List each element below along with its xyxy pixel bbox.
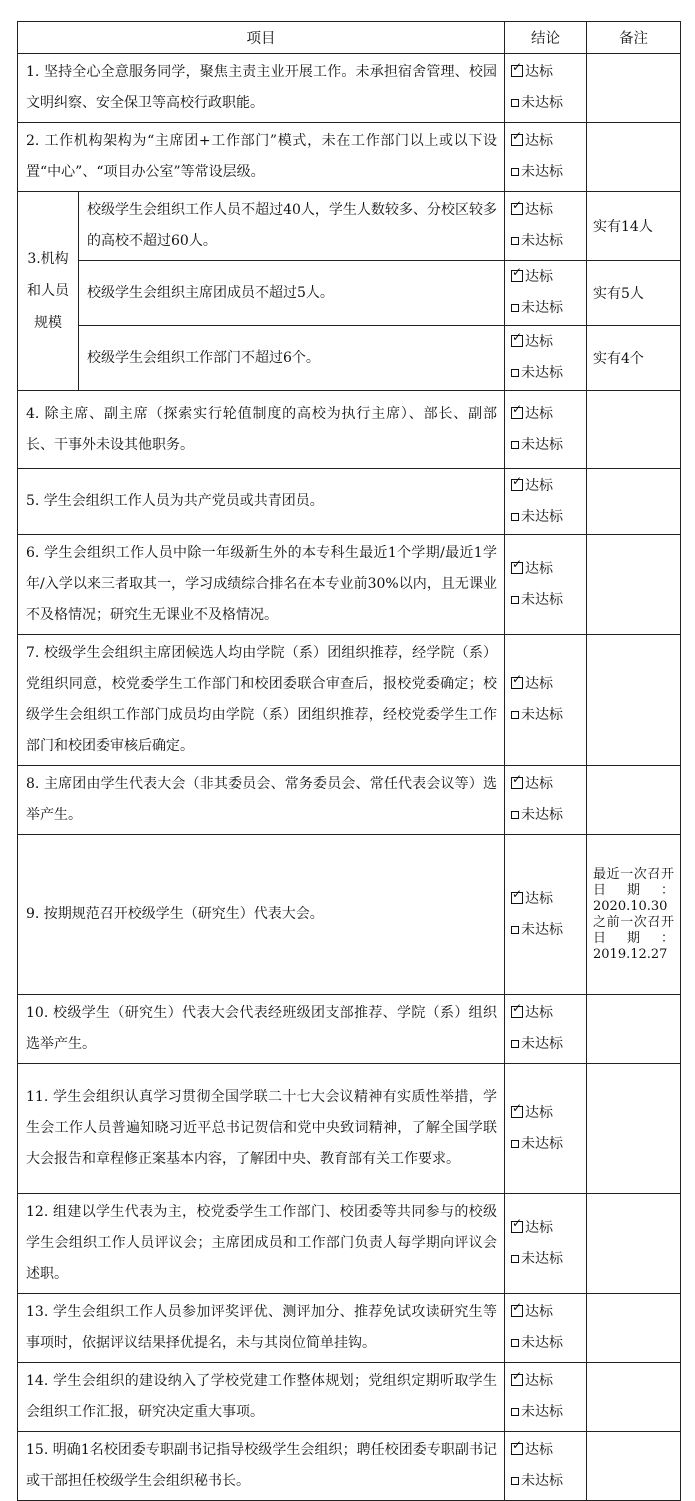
remark-cell: 实有4个 <box>587 326 681 391</box>
pass-option[interactable]: ✓ 达标 <box>512 1215 553 1236</box>
checkbox-icon[interactable] <box>511 596 519 604</box>
checked-box-icon[interactable]: ✓ <box>511 1006 523 1018</box>
item-text: 7. 校级学生会组织主席团候选人均由学院（系）团组织推荐，经学院（系）党组织同意，校党委学生工作部门和校团委联合审查后，报校党委确定；校级学生会组织工作部门成员均由学院（系）团组织推荐，经校党委学生工作部门和校团委审核后确定。 <box>18 635 505 766</box>
remark-cell <box>587 391 681 469</box>
conclusion-cell <box>505 1363 587 1432</box>
conclusion-cell <box>505 469 587 535</box>
remark-cell <box>587 123 681 192</box>
remark-cell <box>587 535 681 635</box>
conclusion-cell <box>505 535 587 635</box>
conclusion-cell <box>505 1064 587 1194</box>
category-cell: 3.机构和人员规模 <box>18 192 79 391</box>
item-text: 13. 学生会组织工作人员参加评奖评优、测评加分、推荐免试攻读研究生等事项时，依据评议结果择优提名，未与其岗位简单挂钩。 <box>18 1294 505 1363</box>
checklist-table <box>17 21 681 1501</box>
pass-option[interactable]: ✓ 达标 <box>512 1300 553 1320</box>
fail-option[interactable]: 未达标 <box>511 915 586 946</box>
checkbox-icon[interactable] <box>511 513 519 521</box>
checked-box-icon[interactable]: ✓ <box>511 1443 523 1455</box>
fail-option[interactable]: 未达标 <box>511 585 586 616</box>
fail-option[interactable]: 未达标 <box>511 293 586 324</box>
pass-option[interactable]: ✓ 达标 <box>512 1438 553 1458</box>
table-row <box>18 1432 681 1501</box>
checkbox-icon[interactable] <box>511 304 519 312</box>
table-row <box>18 469 681 535</box>
item-text: 校级学生会组织主席团成员不超过5人。 <box>79 261 505 326</box>
checkbox-icon[interactable] <box>511 1140 519 1148</box>
table-row <box>18 1294 681 1363</box>
fail-option[interactable]: 未达标 <box>511 358 586 389</box>
item-text: 12. 组建以学生代表为主，校党委学生工作部门、校团委等共同参与的校级学生会组织工作人员评议会；主席团成员和工作部门负责人每学期向评议会述职。 <box>18 1194 505 1294</box>
pass-option[interactable]: ✓ 达标 <box>512 556 553 577</box>
item-text: 校级学生会组织工作部门不超过6个。 <box>79 326 505 391</box>
conclusion-cell <box>505 835 587 995</box>
conclusion-cell <box>505 1432 587 1501</box>
remark-cell <box>587 1294 681 1363</box>
item-text: 11. 学生会组织认真学习贯彻全国学联二十七大会议精神有实质性举措，学生会工作人员普遍知晓习近平总书记贺信和党中央致词精神，了解全国学联大会报告和章程修正案基本内容，了解团中央、教育部有关工作要求。 <box>18 1064 505 1194</box>
fail-option[interactable]: 未达标 <box>511 800 586 831</box>
checkbox-icon[interactable] <box>511 1040 519 1048</box>
conclusion-cell <box>505 261 587 326</box>
table-row <box>18 192 681 261</box>
remark-cell: 最近一次召开日期：2020.10.30之前一次召开日期：2019.12.27 <box>587 835 681 995</box>
item-text: 8. 主席团由学生代表大会（非其委员会、常务委员会、常任代表会议等）选举产生。 <box>18 766 505 835</box>
checked-box-icon[interactable]: ✓ <box>511 777 523 789</box>
checkbox-icon[interactable] <box>511 237 519 245</box>
checked-box-icon[interactable]: ✓ <box>511 270 523 282</box>
checked-box-icon[interactable]: ✓ <box>511 407 523 419</box>
table-row <box>18 1064 681 1194</box>
checked-box-icon[interactable]: ✓ <box>511 203 523 215</box>
checked-box-icon[interactable]: ✓ <box>511 1106 523 1118</box>
checked-box-icon[interactable]: ✓ <box>511 562 523 574</box>
conclusion-cell <box>505 54 587 123</box>
pass-option[interactable]: ✓ 达标 <box>512 198 553 218</box>
remark-cell <box>587 995 681 1064</box>
remark-cell <box>587 1363 681 1432</box>
item-text: 9. 按期规范召开校级学生（研究生）代表大会。 <box>18 835 505 995</box>
pass-option[interactable]: ✓ 达标 <box>512 473 553 494</box>
checked-box-icon[interactable]: ✓ <box>511 479 523 491</box>
conclusion-cell <box>505 995 587 1064</box>
table-row <box>18 261 681 326</box>
pass-option[interactable]: ✓ 达标 <box>512 772 553 792</box>
fail-option[interactable]: 未达标 <box>511 1397 586 1428</box>
table-row <box>18 635 681 766</box>
remark-cell: 实有5人 <box>587 261 681 326</box>
item-text: 10. 校级学生（研究生）代表大会代表经班级团支部推荐、学院（系）组织选举产生。 <box>18 995 505 1064</box>
checkbox-icon[interactable] <box>511 1477 519 1485</box>
table-row <box>18 1363 681 1432</box>
pass-option[interactable]: ✓ 达标 <box>512 1369 553 1389</box>
pass-option[interactable]: ✓ 达标 <box>512 672 553 692</box>
fail-option[interactable]: 未达标 <box>511 1244 586 1275</box>
checked-box-icon[interactable]: ✓ <box>511 134 523 146</box>
fail-option[interactable]: 未达标 <box>511 502 586 533</box>
remark-cell <box>587 1194 681 1294</box>
pass-option[interactable]: ✓ 达标 <box>512 265 553 285</box>
table-row <box>18 326 681 391</box>
header-conclusion: 结论 <box>505 22 587 54</box>
checked-box-icon[interactable]: ✓ <box>511 65 523 77</box>
remark-cell <box>587 469 681 535</box>
checkbox-icon[interactable] <box>511 1255 519 1263</box>
table-row <box>18 766 681 835</box>
item-text: 14. 学生会组织的建设纳入了学校党建工作整体规划；党组织定期听取学生会组织工作汇报，研究决定重大事项。 <box>18 1363 505 1432</box>
checked-box-icon[interactable]: ✓ <box>511 1374 523 1386</box>
checked-box-icon[interactable]: ✓ <box>511 1305 523 1317</box>
table-row <box>18 54 681 123</box>
remark-cell: 实有14人 <box>587 192 681 261</box>
table-row <box>18 535 681 635</box>
conclusion-cell <box>505 391 587 469</box>
table-row <box>18 391 681 469</box>
conclusion-cell <box>505 123 587 192</box>
fail-option[interactable]: 未达标 <box>511 157 586 188</box>
checkbox-icon[interactable] <box>511 1408 519 1416</box>
header-row <box>18 22 681 54</box>
fail-option[interactable]: 未达标 <box>511 88 586 119</box>
item-text: 5. 学生会组织工作人员为共产党员或共青团员。 <box>18 469 505 535</box>
remark-cell <box>587 635 681 766</box>
pass-option[interactable]: ✓ 达标 <box>512 1001 553 1021</box>
conclusion-cell <box>505 1194 587 1294</box>
pass-option[interactable]: ✓ 达标 <box>512 401 553 422</box>
fail-option[interactable]: 未达标 <box>511 700 586 731</box>
item-text: 2. 工作机构架构为“主席团+工作部门”模式，未在工作部门以上或以下设置“中心”、“项目办公室”等常设层级。 <box>18 123 505 192</box>
checkbox-icon[interactable] <box>511 926 519 934</box>
table-row <box>18 995 681 1064</box>
conclusion-cell <box>505 326 587 391</box>
remark-cell <box>587 54 681 123</box>
fail-option[interactable]: 未达标 <box>511 226 586 257</box>
item-text: 1. 坚持全心全意服务同学，聚焦主责主业开展工作。未承担宿舍管理、校园文明纠察、安全保卫等高校行政职能。 <box>18 54 505 123</box>
fail-option[interactable]: 未达标 <box>511 1029 586 1060</box>
checkbox-icon[interactable] <box>511 369 519 377</box>
fail-option[interactable]: 未达标 <box>511 1328 586 1359</box>
item-text: 6. 学生会组织工作人员中除一年级新生外的本专科生最近1个学期/最近1学年/入学以来三者取其一，学习成绩综合排名在本专业前30%以内，且无课业不及格情况；研究生无课业不及格情况。 <box>18 535 505 635</box>
conclusion-cell <box>505 766 587 835</box>
remark-cell <box>587 1432 681 1501</box>
fail-option[interactable]: 未达标 <box>511 430 586 461</box>
conclusion-cell <box>505 1294 587 1363</box>
fail-option[interactable]: 未达标 <box>511 1466 586 1497</box>
table-row <box>18 123 681 192</box>
pass-option[interactable]: ✓ 达标 <box>512 886 553 907</box>
table-row <box>18 1194 681 1294</box>
table-row <box>18 835 681 995</box>
pass-option[interactable]: ✓ 达标 <box>512 129 553 149</box>
checked-box-icon[interactable]: ✓ <box>511 1221 523 1233</box>
remark-cell <box>587 1064 681 1194</box>
checked-box-icon[interactable]: ✓ <box>511 892 523 904</box>
item-text: 4. 除主席、副主席（探索实行轮值制度的高校为执行主席）、部长、副部长、干事外未设其他职务。 <box>18 391 505 469</box>
checkbox-icon[interactable] <box>511 1339 519 1347</box>
remark-cell <box>587 766 681 835</box>
item-text: 校级学生会组织工作人员不超过40人，学生人数较多、分校区较多的高校不超过60人。 <box>79 192 505 261</box>
checkbox-icon[interactable] <box>511 441 519 449</box>
header-item: 项目 <box>18 22 505 54</box>
header-remark: 备注 <box>587 22 681 54</box>
checkbox-icon[interactable] <box>511 99 519 107</box>
checkbox-icon[interactable] <box>511 168 519 176</box>
pass-option[interactable]: ✓ 达标 <box>512 1100 553 1121</box>
pass-option[interactable]: ✓ 达标 <box>512 60 553 80</box>
checkbox-icon[interactable] <box>511 711 519 719</box>
pass-option[interactable]: ✓ 达标 <box>512 330 553 350</box>
conclusion-cell <box>505 635 587 766</box>
conclusion-cell <box>505 192 587 261</box>
item-text: 15. 明确1名校团委专职副书记指导校级学生会组织；聘任校团委专职副书记或干部担任校级学生会组织秘书长。 <box>18 1432 505 1501</box>
fail-option[interactable]: 未达标 <box>511 1129 586 1160</box>
checked-box-icon[interactable]: ✓ <box>511 677 523 689</box>
checkbox-icon[interactable] <box>511 811 519 819</box>
checked-box-icon[interactable]: ✓ <box>511 335 523 347</box>
